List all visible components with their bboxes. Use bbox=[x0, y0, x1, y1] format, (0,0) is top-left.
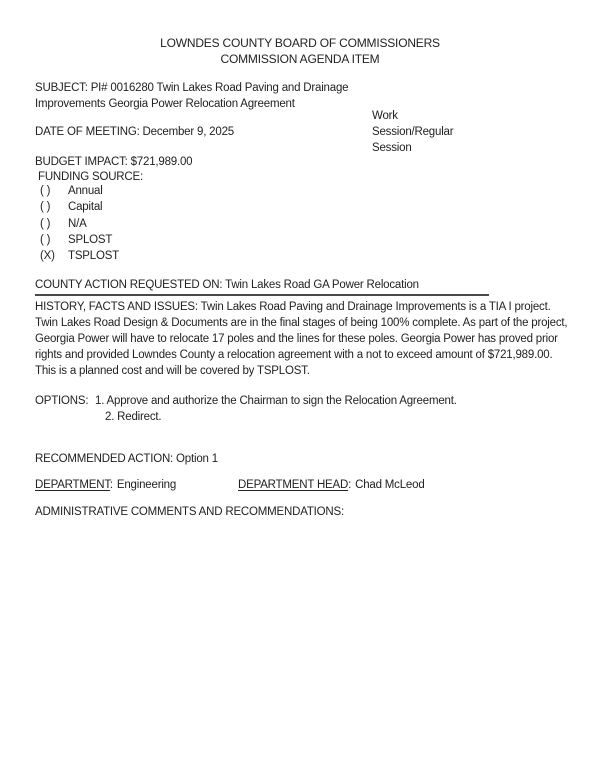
session-note-line-3: Session bbox=[372, 142, 412, 154]
session-note-line-2: Session/Regular bbox=[372, 126, 454, 138]
funding-option-label: SPLOST bbox=[68, 233, 113, 246]
funding-options-list bbox=[40, 183, 119, 264]
budget-impact-line: BUDGET IMPACT: $721,989.00 bbox=[35, 156, 193, 168]
funding-option-label: N/A bbox=[68, 217, 87, 230]
recommended-action-line: RECOMMENDED ACTION: Option 1 bbox=[35, 453, 218, 465]
subject-block bbox=[35, 80, 415, 112]
checkbox-mark: ( ) bbox=[40, 233, 51, 246]
subject-line-1: SUBJECT: PI# 0016280 Twin Lakes Road Paving and Drainage bbox=[35, 82, 349, 94]
option-item-2: 2. Redirect. bbox=[105, 411, 162, 423]
admin-comments-label: ADMINISTRATIVE COMMENTS AND RECOMMENDATIONS: bbox=[35, 506, 344, 518]
funding-option-na bbox=[40, 216, 119, 232]
options-items bbox=[95, 393, 457, 425]
funding-option-capital bbox=[40, 199, 119, 215]
department-cell bbox=[35, 477, 238, 493]
checkbox-mark: ( ) bbox=[40, 185, 51, 197]
department-head-value: Chad McLeod bbox=[355, 479, 425, 491]
department-head-separator: : bbox=[348, 479, 352, 491]
options-block bbox=[35, 393, 457, 425]
funding-option-splost bbox=[40, 232, 119, 248]
header-line-2: COMMISSION AGENDA ITEM bbox=[220, 52, 380, 66]
funding-option-annual bbox=[40, 183, 119, 199]
funding-source-label: FUNDING SOURCE: bbox=[38, 171, 143, 183]
session-note-line-1: Work bbox=[372, 110, 398, 122]
county-action-line: COUNTY ACTION REQUESTED ON: Twin Lakes Road GA Power Relocation bbox=[35, 277, 489, 296]
document-header bbox=[0, 35, 600, 67]
department-head-cell bbox=[238, 477, 425, 493]
option-item-1: 1. Approve and authorize the Chairman to sign the Relocation Agreement. bbox=[95, 395, 457, 407]
subject-line-2: Improvements Georgia Power Relocation Agreement bbox=[35, 98, 295, 110]
checkbox-mark: ( ) bbox=[40, 201, 51, 214]
history-paragraph: HISTORY, FACTS AND ISSUES: Twin Lakes Road Paving and Drainage Improvements is a TIA I project. Twin Lakes Road Design & Documents are in the final stages of being 100% complete. As part of the project, Georgia Power will have to relocate 17 poles and the lines for these poles. Georgia Power has proved prior rights and provided Lowndes County a relocation agreement with a not to exceed amount of $721,989.00. This is a planned cost and will be covered by TSPLOST. bbox=[35, 301, 568, 377]
funding-option-tsplost bbox=[40, 248, 119, 264]
department-head-label: DEPARTMENT HEAD bbox=[238, 479, 349, 491]
checkbox-mark-checked: (X) bbox=[40, 250, 55, 263]
department-label: DEPARTMENT bbox=[35, 479, 110, 491]
header-line-1: LOWNDES COUNTY BOARD OF COMMISSIONERS bbox=[160, 36, 440, 50]
funding-option-label: Capital bbox=[68, 201, 103, 214]
options-label: OPTIONS: bbox=[35, 395, 89, 407]
department-row bbox=[35, 477, 425, 493]
department-value: Engineering bbox=[116, 479, 177, 491]
meeting-date-line: DATE OF MEETING: December 9, 2025 bbox=[35, 126, 234, 138]
funding-option-label: TSPLOST bbox=[68, 250, 120, 263]
department-separator: : bbox=[109, 479, 113, 491]
checkbox-mark: ( ) bbox=[40, 217, 51, 230]
session-note bbox=[372, 108, 492, 156]
funding-option-label: Annual bbox=[68, 185, 103, 197]
